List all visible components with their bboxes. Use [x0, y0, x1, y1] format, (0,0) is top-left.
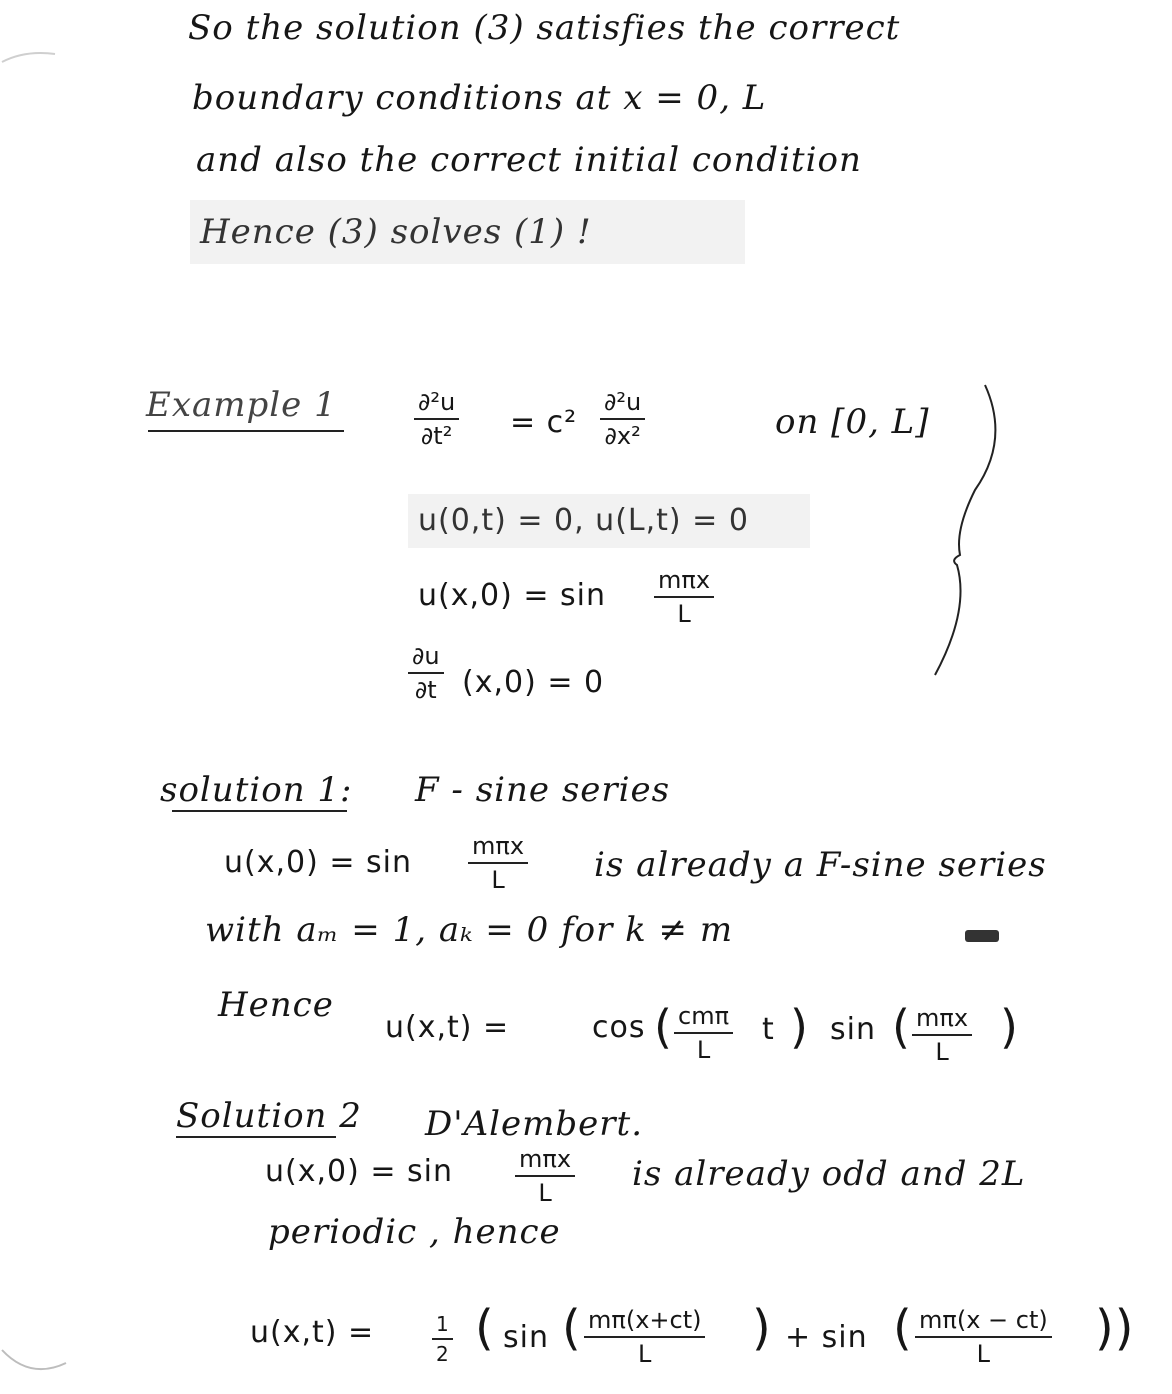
solution2-sin1-paren-close: ): [752, 1300, 772, 1356]
initial-condition-1: u(x,0) = sin: [418, 578, 606, 613]
ic2-fraction: [408, 642, 444, 704]
solution1-cos-num: cmπ: [674, 1002, 733, 1034]
intro-line-3: and also the correct initial condition: [196, 140, 862, 180]
pde-rhs-num: ∂²u: [600, 388, 645, 420]
solution1-line2: with aₘ = 1, aₖ = 0 for k ≠ m: [205, 910, 734, 950]
solution1-result-lhs: u(x,t) =: [385, 1010, 510, 1045]
pde-rhs-fraction: [600, 388, 645, 450]
solution1-sin-den: L: [935, 1038, 949, 1066]
solution1-cos-paren-close: ): [790, 1000, 809, 1054]
solution1-line1-rest: is already a F-sine series: [594, 845, 1047, 885]
solution2-sin1-den: L: [638, 1340, 652, 1368]
solution2-heading-underline: [176, 1136, 336, 1138]
solution1-line1-num: mπx: [468, 832, 528, 864]
pde-lhs-den: ∂t²: [420, 422, 453, 450]
initial-condition-2: (x,0) = 0: [462, 665, 605, 700]
solution1-cos-fraction: [674, 1002, 733, 1064]
intro-line-4: Hence (3) solves (1) !: [200, 212, 592, 252]
solution1-cos-paren-open: (: [654, 1000, 673, 1054]
solution2-closing-parens: )): [1095, 1300, 1135, 1356]
solution1-heading: solution 1:: [160, 770, 353, 810]
solution2-sin2-paren-open: (: [893, 1300, 913, 1356]
solution2-paren-open: (: [475, 1300, 495, 1356]
intro-line-1: So the solution (3) satisfies the correct: [188, 8, 901, 48]
example-heading: Example 1: [146, 385, 337, 425]
solution1-line1-fraction: [468, 832, 528, 894]
solution1-method: F - sine series: [415, 770, 671, 810]
solution2-sin2-fraction: [915, 1306, 1052, 1368]
solution2-plus-sin: + sin: [785, 1320, 868, 1355]
solution2-sin1-fraction: [584, 1306, 705, 1368]
solution1-heading-underline: [172, 810, 347, 812]
solution2-sin1-num: mπ(x+ct): [584, 1306, 705, 1338]
solution1-sin-paren-close: ): [1000, 1000, 1019, 1054]
solution2-sin1-paren-open: (: [562, 1300, 582, 1356]
solution2-sin1: sin: [503, 1320, 549, 1355]
solution2-line1-den: L: [538, 1179, 552, 1207]
solution2-half-fraction: [432, 1312, 453, 1366]
solution1-sin: sin: [830, 1012, 876, 1047]
solution2-line2: periodic , hence: [268, 1212, 561, 1252]
solution2-line1-rest: is already odd and 2L: [632, 1154, 1026, 1194]
right-brace: [915, 380, 1005, 680]
ic1-den: L: [677, 600, 691, 628]
ic2-num: ∂u: [408, 642, 444, 674]
solution2-heading: Solution 2: [176, 1096, 362, 1136]
margin-smudge-bottom: [0, 1345, 70, 1385]
solution2-result-lhs: u(x,t) =: [250, 1315, 375, 1350]
pde-rhs-den: ∂x²: [604, 422, 641, 450]
ic1-num: mπx: [654, 566, 714, 598]
solution2-line1-fraction: [515, 1145, 575, 1207]
boundary-conditions: u(0,t) = 0, u(L,t) = 0: [418, 503, 749, 538]
intro-line-2: boundary conditions at x = 0, L: [192, 78, 767, 118]
solution1-sin-fraction: [912, 1004, 972, 1066]
example-heading-underline: [148, 430, 344, 432]
pde-domain: on [0, L]: [775, 402, 930, 442]
solution2-half-num: 1: [432, 1312, 453, 1340]
pde-equals: = c²: [510, 405, 578, 440]
solution2-sin2-den: L: [976, 1340, 991, 1368]
ic1-fraction: [654, 566, 714, 628]
solution2-sin2-num: mπ(x − ct): [915, 1306, 1052, 1338]
margin-smudge-top: [0, 40, 60, 70]
scribble-mark: [965, 930, 999, 942]
solution2-line1-lhs: u(x,0) = sin: [265, 1154, 453, 1189]
solution2-method: D'Alembert.: [425, 1104, 644, 1144]
solution1-line1-lhs: u(x,0) = sin: [224, 845, 412, 880]
solution1-hence: Hence: [218, 985, 334, 1025]
solution1-cos-den: L: [696, 1036, 711, 1064]
solution1-cos: cos: [592, 1010, 646, 1045]
solution1-sin-paren-open: (: [892, 1000, 911, 1054]
solution1-sin-num: mπx: [912, 1004, 972, 1036]
solution1-line1-den: L: [491, 866, 505, 894]
solution2-half-den: 2: [436, 1342, 449, 1366]
pde-lhs-fraction: [414, 388, 459, 450]
ic2-den: ∂t: [414, 676, 437, 704]
solution2-line1-num: mπx: [515, 1145, 575, 1177]
pde-lhs-num: ∂²u: [414, 388, 459, 420]
solution1-t: t: [762, 1012, 775, 1047]
